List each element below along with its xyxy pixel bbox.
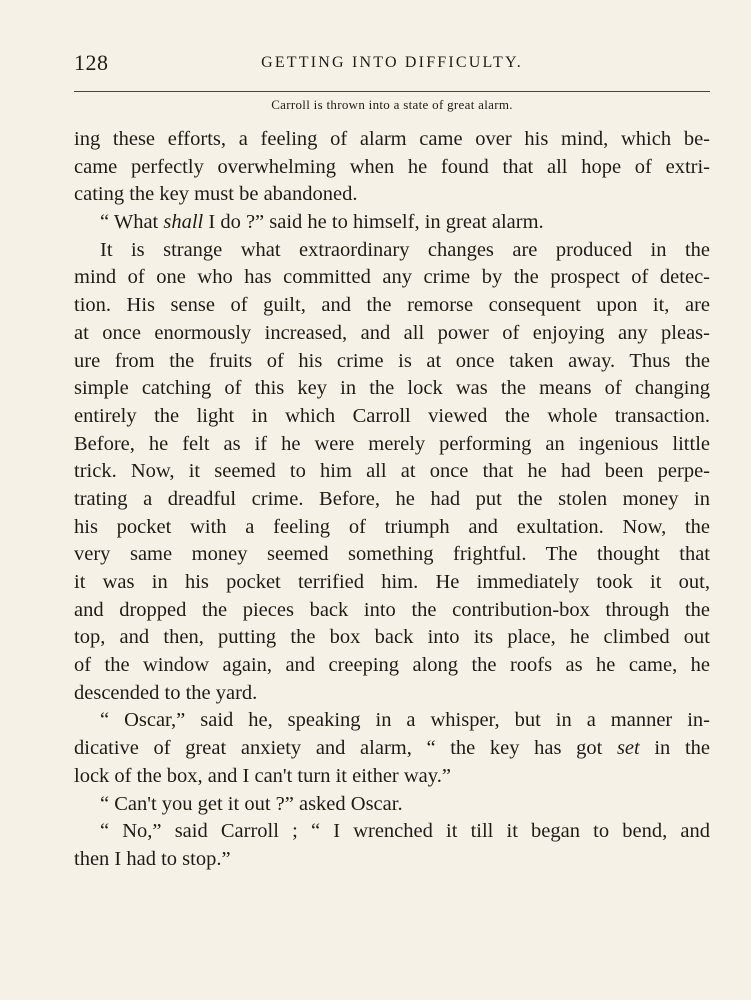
text-line: “ Can't you get it out ?” asked Oscar.: [100, 792, 403, 815]
text-line: descended to the yard.: [74, 681, 258, 704]
text-line: his pocket with a feeling of triumph and exultation. Now, the: [74, 515, 710, 538]
italic-word: shall: [163, 211, 204, 234]
text-line: and dropped the pieces back into the contribution-box through the: [74, 598, 710, 621]
text-line: trick. Now, it seemed to him all at once that he had been perpe-: [74, 460, 710, 483]
text-line: tion. His sense of guilt, and the remorse consequent upon it, are: [74, 294, 710, 317]
text-line: “ No,” said Carroll ; “ I wrenched it till it began to bend, and: [100, 820, 710, 843]
running-head: GETTING INTO DIFFICULTY.: [261, 54, 523, 71]
text-line: Before, he felt as if he were merely performing an ingenious little: [74, 432, 710, 455]
page-number: 128: [74, 50, 109, 75]
text-line: of the window again, and creeping along the roofs as he came, he: [74, 654, 710, 677]
text-line: ure from the fruits of his crime is at once taken away. Thus the: [74, 349, 710, 372]
text-line: dicative of great anxiety and alarm, “ the key has got set in the: [74, 737, 710, 760]
text-line: entirely the light in which Carroll viewed the whole transaction.: [74, 404, 710, 427]
text-line: came perfectly overwhelming when he found that all hope of extri-: [74, 155, 710, 178]
text-line: it was in his pocket terrified him. He immediately took it out,: [74, 571, 710, 593]
text-line: at once enormously increased, and all power of enjoying any pleas-: [74, 321, 710, 344]
text-line: simple catching of this key in the lock was the means of changing: [74, 377, 710, 400]
text-line: top, and then, putting the box back into its place, he climbed out: [74, 626, 710, 649]
text-line: very same money seemed something frightful. The thought that: [74, 543, 710, 566]
text-line: lock of the box, and I can't turn it either way.”: [74, 764, 451, 787]
text-line: “ What shall I do ?” said he to himself, in great alarm.: [100, 211, 544, 234]
text-line: then I had to stop.”: [74, 847, 231, 870]
chapter-subhead: Carroll is thrown into a state of great alarm.: [271, 97, 513, 112]
italic-word: set: [616, 737, 640, 760]
text-line: mind of one who has committed any crime by the prospect of detec-: [74, 266, 710, 289]
text-line: cating the key must be abandoned.: [74, 183, 358, 206]
body-text: [74, 126, 710, 874]
page-header: [74, 50, 710, 84]
header-rule: [74, 91, 710, 92]
text-line: ing these efforts, a feeling of alarm came over his mind, which be-: [74, 128, 710, 150]
text-line: “ Oscar,” said he, speaking in a whisper, but in a manner in-: [100, 709, 710, 732]
text-line: trating a dreadful crime. Before, he had put the stolen money in: [74, 487, 710, 510]
text-line: It is strange what extraordinary changes are produced in the: [100, 238, 710, 261]
